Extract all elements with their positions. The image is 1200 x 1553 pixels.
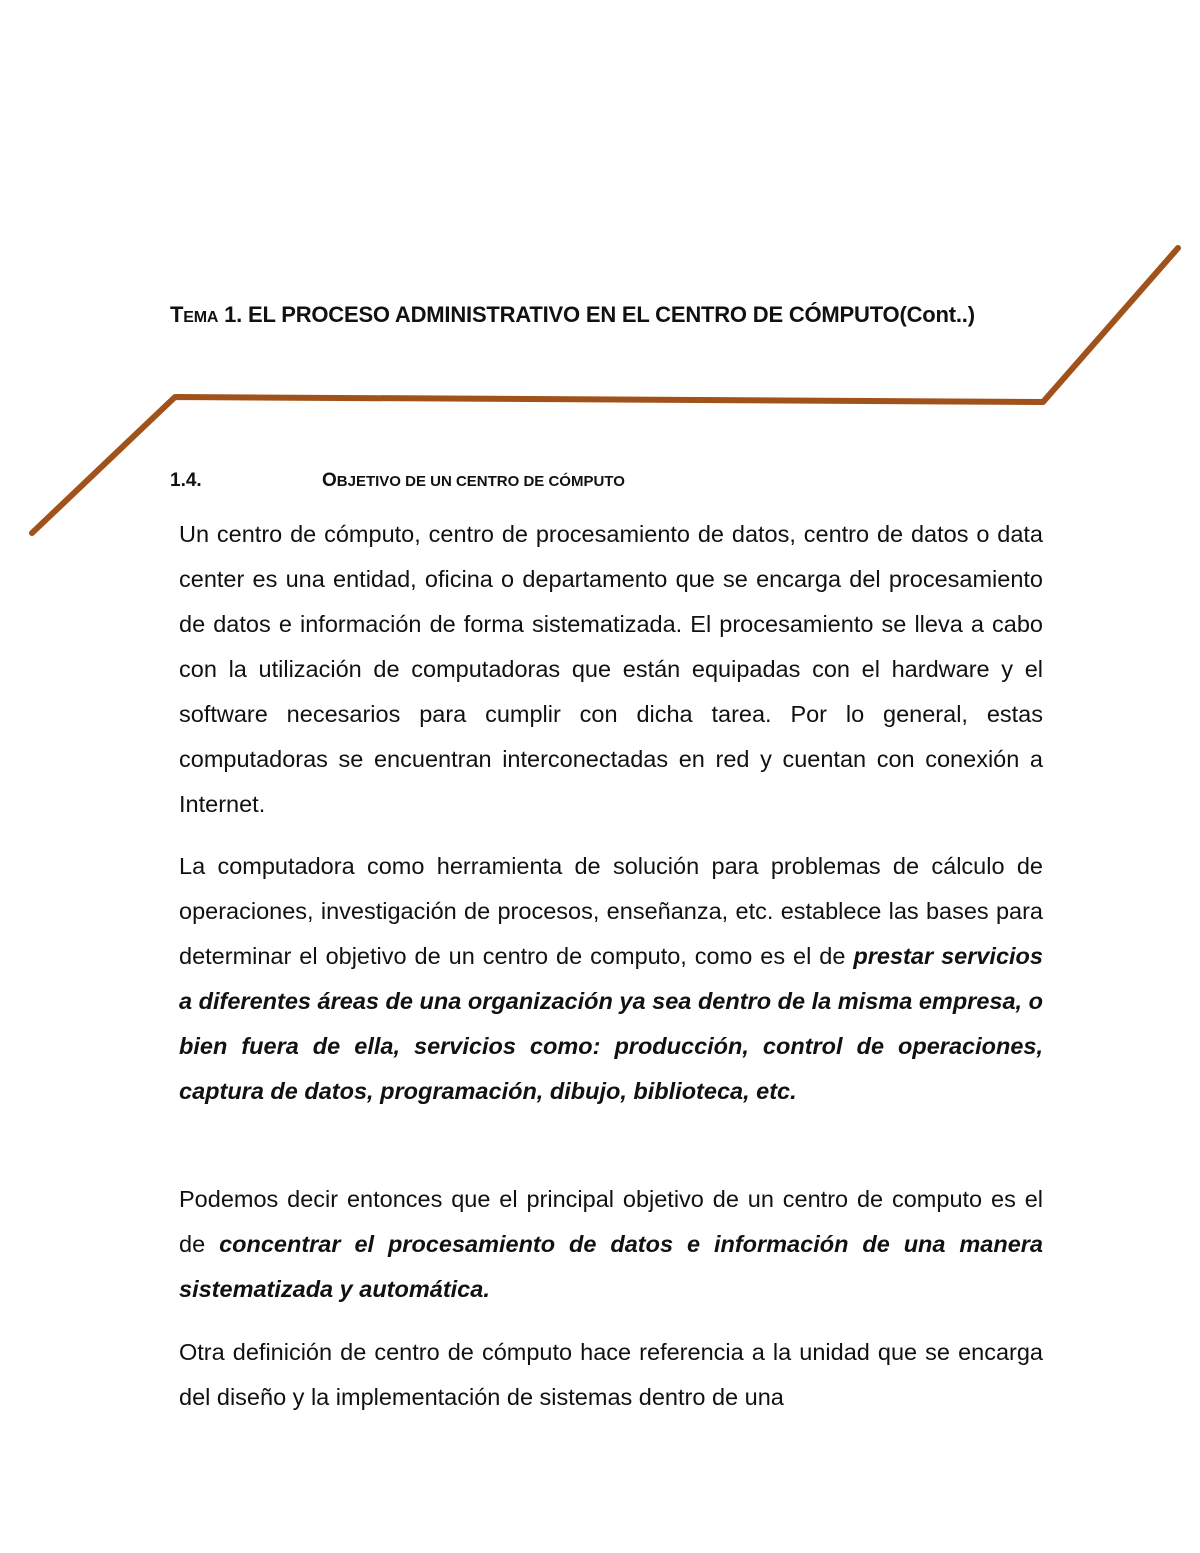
section-number: 1.4. — [170, 470, 202, 491]
title-rest: 1. EL PROCESO ADMINISTRATIVO EN EL CENTRO DE CÓMPUTO(Cont..) — [218, 302, 975, 327]
section-heading — [170, 470, 625, 492]
title-prefix-big: T — [170, 302, 184, 327]
paragraph-2-emphasis: prestar servicios a diferentes áreas de una organización ya sea dentro de la misma empresa, o bien fuera de ella, servicios como: producción, control de operaciones, captura de datos, programación, dibujo, biblioteca, etc. — [179, 943, 1043, 1104]
page-title — [170, 302, 975, 328]
paragraph-1: Un centro de cómputo, centro de procesamiento de datos, centro de datos o data center es una entidad, oficina o departamento que se encarga del procesamiento de datos e información de forma sistematizada. El procesamiento se lleva a cabo con la utilización de computadoras que están equipadas con el hardware y el software necesarios para cumplir con dicha tarea. Por lo general, estas computadoras se encuentran interconectadas en red y cuentan con conexión a Internet. — [179, 521, 1043, 817]
title-prefix-small: EMA — [183, 309, 219, 326]
section-heading-initial: O — [322, 470, 337, 491]
paragraph-4: Otra definición de centro de cómputo hace referencia a la unidad que se encarga del diseño y la implementación de sistemas dentro de una — [179, 1339, 1043, 1410]
paragraph-2-text: La computadora como herramienta de solución para problemas de cálculo de operaciones, investigación de procesos, enseñanza, etc. establece las bases para determinar el objetivo de un centro de computo, como es el de — [179, 853, 1043, 969]
paragraph-3-text: Podemos decir entonces que el principal objetivo de un centro de computo es el de — [179, 1186, 1043, 1257]
paragraph-3 — [179, 1177, 1043, 1312]
paragraph-2 — [179, 844, 1043, 1114]
section-heading-rest: BJETIVO DE UN CENTRO DE CÓMPUTO — [336, 473, 625, 490]
paragraph-3-emphasis: concentrar el procesamiento de datos e información de una manera sistematizada y automática. — [179, 1231, 1043, 1302]
